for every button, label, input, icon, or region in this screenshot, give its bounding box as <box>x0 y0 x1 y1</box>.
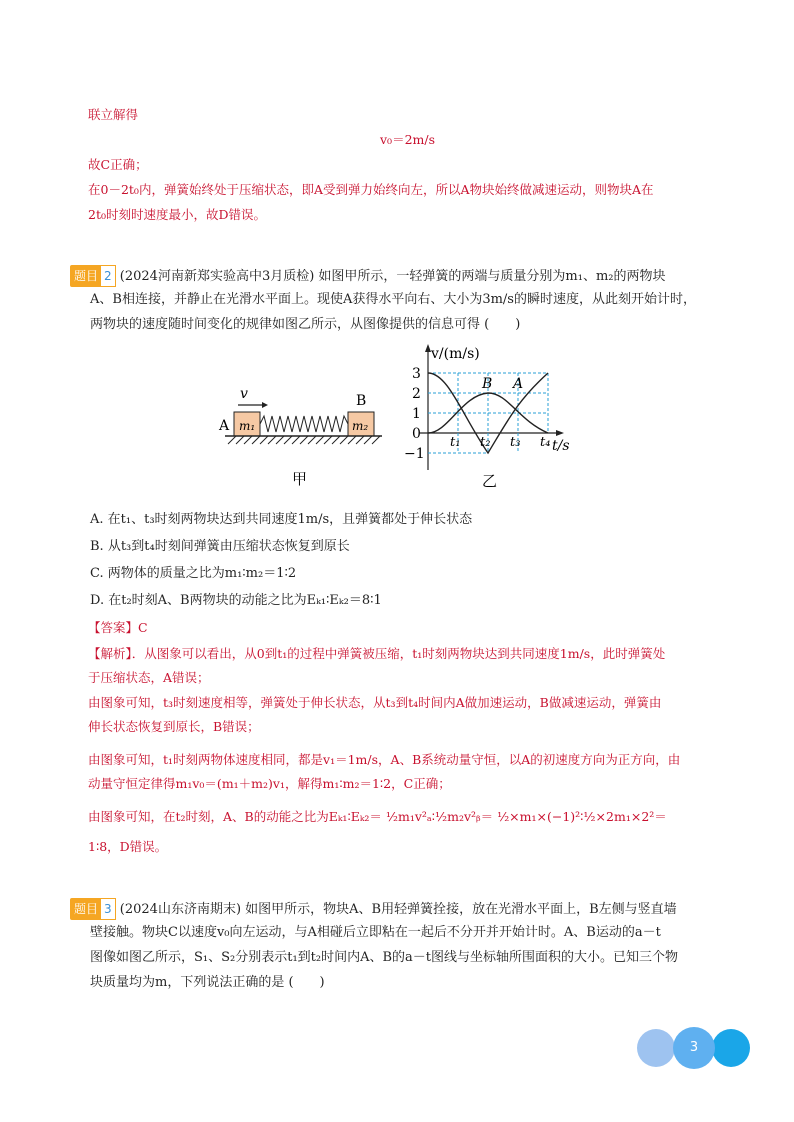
option-c: C. 两物体的质量之比为m₁∶m₂＝1∶2 <box>90 566 297 581</box>
y-tick: 1 <box>412 406 421 422</box>
answer: 【答案】C <box>88 620 148 635</box>
option-a: A. 在t₁、t₃时刻两物块达到共同速度1m/s，且弹簧都处于伸长状态 <box>90 512 473 527</box>
solution-text: 联立解得 <box>88 107 139 122</box>
y-tick: 2 <box>412 386 421 402</box>
analysis-line: 【解析】．从图象可以看出，从0到t₁的过程中弹簧被压缩，t₁时刻两物块达到共同速度1m/s，此时弹簧处 <box>88 646 666 661</box>
page-number: 3 <box>673 1027 715 1069</box>
figure-caption: 甲 <box>292 470 308 488</box>
solution-text: 在0－2t₀内，弹簧始终处于压缩状态，即A受到弹力始终向左，所以A物块始终做减速运动，则物块A在 <box>88 182 654 197</box>
question-text: (2024河南新郑实验高中3月质检) 如图甲所示，一轻弹簧的两端与质量分别为m₁、m₂的两物块 <box>119 269 666 284</box>
question-2-stem <box>70 265 730 287</box>
y-tick: 3 <box>412 366 421 382</box>
analysis-line: 由图象可知，t₁时刻两物体速度相同，都是v₁＝1m/s，A、B系统动量守恒，以A的初速度方向为正方向，由 <box>88 752 681 767</box>
question-text: 两物块的速度随时间变化的规律如图乙所示，从图像提供的信息可得 ( ) <box>90 317 521 332</box>
mass-2-label: m₂ <box>352 419 369 433</box>
block-a-label: A <box>219 418 230 434</box>
page-badge-circle <box>637 1029 675 1067</box>
spring <box>260 416 348 432</box>
analysis-line: 由图象可知，t₃时刻速度相等，弹簧处于伸长状态，从t₃到t₄时间内A做加速运动，B做减速运动，弹簧由 <box>88 695 662 710</box>
question-text: 壁接触。物块C以速度v₀向左运动，与A相碰后立即粘在一起后不分开并开始计时。A、B运动的a－t <box>90 925 661 940</box>
analysis-line: 伸长状态恢复到原长，B错误； <box>88 719 260 734</box>
question-text: 图像如图乙所示，S₁、S₂分别表示t₁到t₂时间内A、B的a－t图线与坐标轴所围面积的大小。已知三个物 <box>90 950 679 965</box>
y-tick: 0 <box>412 426 421 442</box>
y-tick: −1 <box>404 446 425 462</box>
figure-spring-blocks <box>210 380 390 490</box>
question-tag: 题目 <box>70 265 102 287</box>
y-axis-label: v/(m/s) <box>431 346 480 362</box>
option-b: B. 从t₃到t₄时刻间弹簧由压缩状态恢复到原长 <box>90 539 350 554</box>
question-3-stem <box>70 898 730 920</box>
analysis-line: 1∶8，D错误。 <box>88 839 168 854</box>
solution-text: 故C正确； <box>88 157 148 172</box>
block-b-label: B <box>356 393 367 409</box>
question-tag: 题目 <box>70 898 102 920</box>
curve-b-label: B <box>482 376 493 392</box>
velocity-label: v <box>240 386 248 402</box>
ground-hatch <box>228 436 380 444</box>
solution-equation: v₀＝2m/s <box>380 132 436 147</box>
x-axis-label: t/s <box>552 438 570 454</box>
option-d: D. 在t₂时刻A、B两物块的动能之比为Eₖ₁∶Eₖ₂＝8∶1 <box>90 593 382 608</box>
mass-1-label: m₁ <box>239 419 256 433</box>
x-tick: t₂ <box>480 435 491 450</box>
figure-vt-graph <box>400 340 585 495</box>
question-text: A、B相连接，并静止在光滑水平面上。现使A获得水平向右、大小为3m/s的瞬时速度，从此刻开始计时， <box>90 292 696 307</box>
x-tick: t₄ <box>540 435 551 450</box>
analysis-line: 于压缩状态，A错误； <box>88 670 210 685</box>
x-tick: t₁ <box>450 435 461 450</box>
solution-text: 2t₀时刻时速度最小，故D错误。 <box>88 207 267 222</box>
question-number: 3 <box>100 898 116 920</box>
analysis-line: 动量守恒定律得m₁v₀＝(m₁＋m₂)v₁，解得m₁∶m₂＝1∶2，C正确； <box>88 776 451 791</box>
page-badge-circle <box>712 1029 750 1067</box>
figure-caption: 乙 <box>482 472 498 490</box>
analysis-line: 由图象可知，在t₂时刻，A、B的动能之比为Eₖ₁∶Eₖ₂＝ ½m₁v²ₐ∶½m₂v²ᵦ＝ ½×m₁×(−1)²∶½×2m₁×2²＝ <box>88 809 667 824</box>
question-text: 块质量均为m，下列说法正确的是 ( ) <box>90 975 325 990</box>
x-tick: t₃ <box>510 435 521 450</box>
question-number: 2 <box>100 265 116 287</box>
question-text: (2024山东济南期末) 如图甲所示，物块A、B用轻弹簧拴接，放在光滑水平面上，B左侧与竖直墙 <box>119 902 677 917</box>
curve-a-label: A <box>513 376 524 392</box>
